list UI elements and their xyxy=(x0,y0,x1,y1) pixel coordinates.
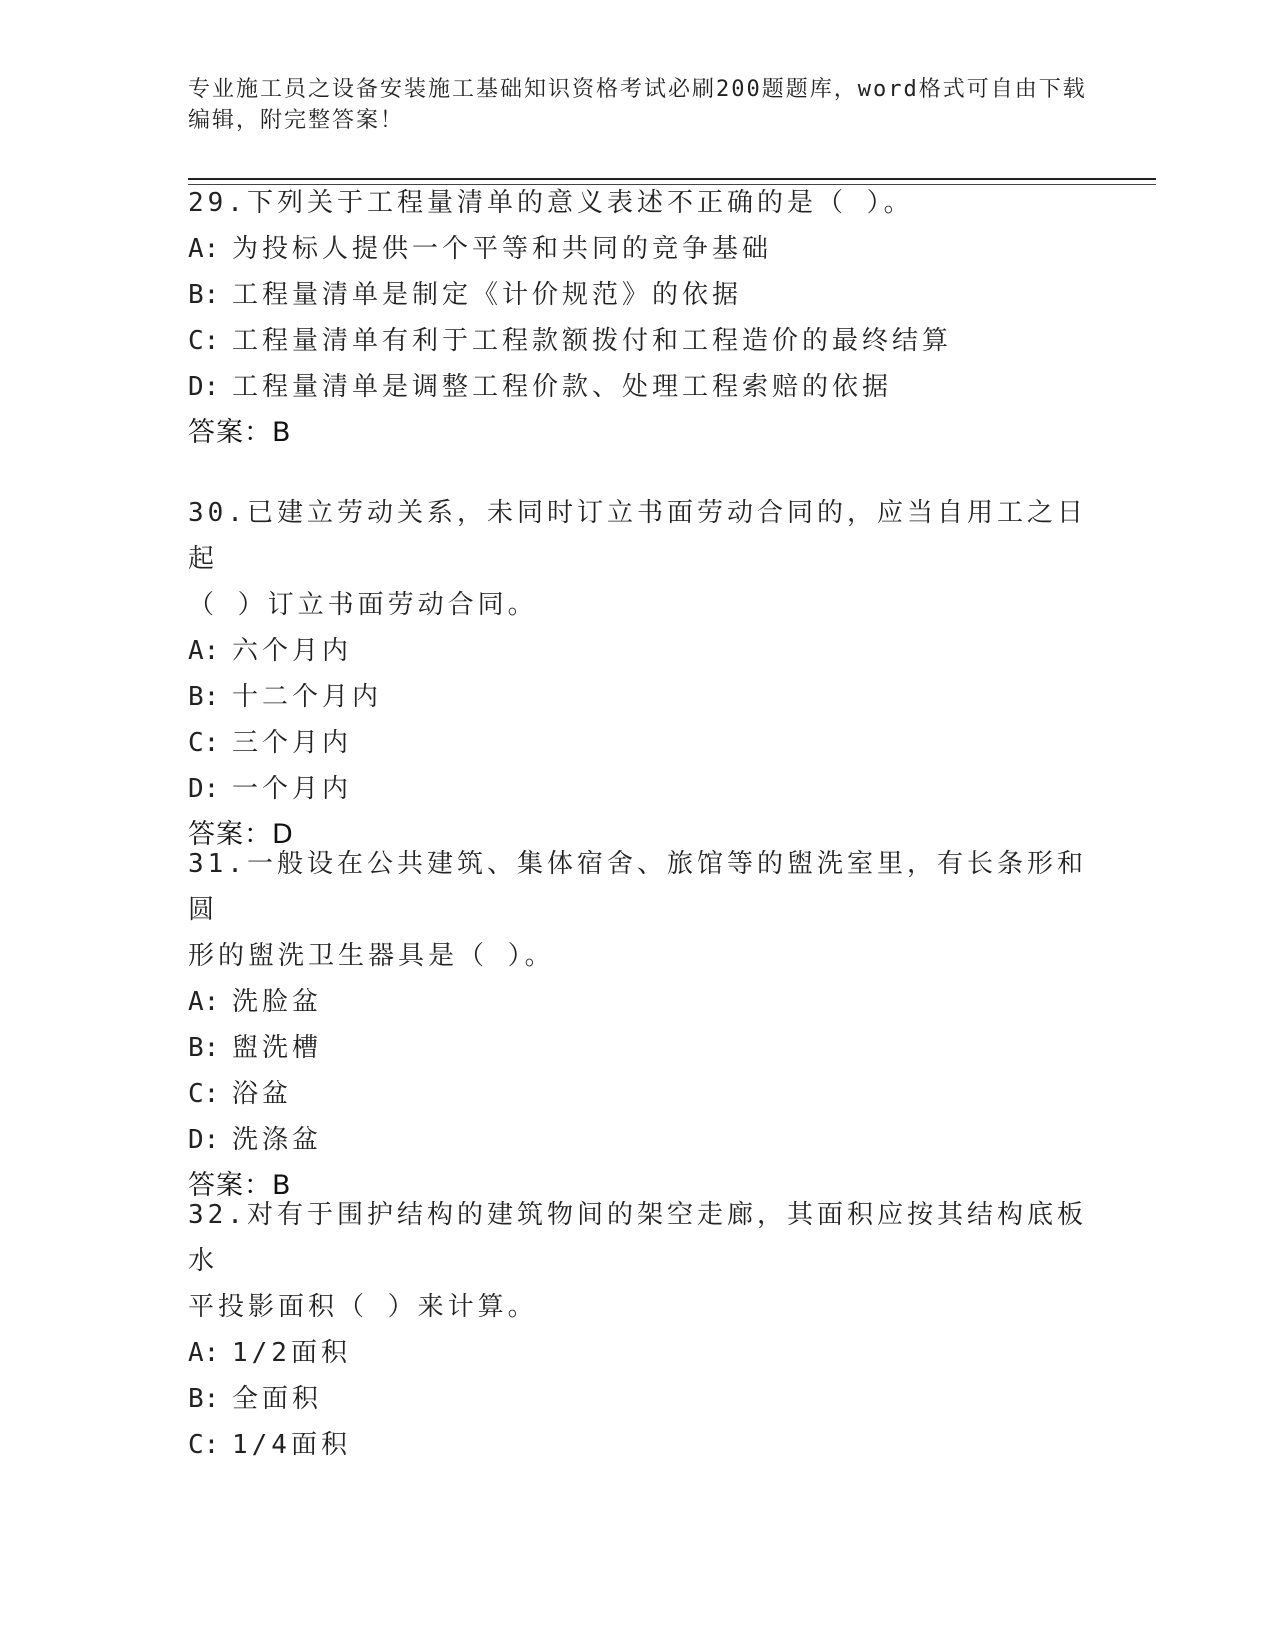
option-b xyxy=(188,1025,1088,1071)
option-text: 工程量清单是制定《计价规范》的依据 xyxy=(232,280,743,310)
option-d xyxy=(188,766,1088,812)
option-label: C: xyxy=(188,728,220,758)
question-31 xyxy=(188,841,1088,1209)
question-stem: 29.下列关于工程量清单的意义表述不正确的是（ ）。 xyxy=(188,188,914,218)
question-stem: 31.一般设在公共建筑、集体宿舍、旅馆等的盥洗室里，有长条形和圆 xyxy=(188,849,1087,925)
answer-text: 答案：B xyxy=(188,1170,292,1201)
option-label: B: xyxy=(188,682,220,712)
question-29 xyxy=(188,180,1088,456)
option-b xyxy=(188,674,1088,720)
option-label: A: xyxy=(188,1338,220,1368)
question-stem-continued: 形的盥洗卫生器具是（ ）。 xyxy=(188,941,555,971)
option-a xyxy=(188,628,1088,674)
question-30 xyxy=(188,490,1088,858)
option-c xyxy=(188,1422,1088,1468)
option-text: 1/4面积 xyxy=(232,1430,351,1460)
option-text: 工程量清单是调整工程价款、处理工程索赔的依据 xyxy=(232,372,893,402)
question-stem: 32.对有于围护结构的建筑物间的架空走廊，其面积应按其结构底板水 xyxy=(188,1200,1087,1276)
option-text: 盥洗槽 xyxy=(232,1033,323,1063)
option-text: 三个月内 xyxy=(232,728,353,758)
option-c xyxy=(188,720,1088,766)
option-b xyxy=(188,272,1088,318)
question-stem-continued: 平投影面积（ ）来计算。 xyxy=(188,1292,538,1322)
option-label: B: xyxy=(188,1384,220,1414)
option-text: 洗涤盆 xyxy=(232,1125,323,1155)
option-label: A: xyxy=(188,636,220,666)
question-stem: 30.已建立劳动关系，未同时订立书面劳动合同的，应当自用工之日起 xyxy=(188,498,1087,574)
option-label: D: xyxy=(188,372,220,402)
document-header: 专业施工员之设备安装施工基础知识资格考试必刷200题题库，word格式可自由下载编辑，附完整答案！ xyxy=(188,77,1087,133)
option-text: 1/2面积 xyxy=(232,1338,351,1368)
option-label: B: xyxy=(188,280,220,310)
option-text: 工程量清单有利于工程款额拨付和工程造价的最终结算 xyxy=(232,326,953,356)
option-label: C: xyxy=(188,1430,220,1460)
option-text: 六个月内 xyxy=(232,636,353,666)
option-label: A: xyxy=(188,234,220,264)
option-label: D: xyxy=(188,774,220,804)
option-a xyxy=(188,1330,1088,1376)
answer-text: 答案：D xyxy=(188,819,294,850)
option-text: 为投标人提供一个平等和共同的竞争基础 xyxy=(232,234,773,264)
option-a xyxy=(188,226,1088,272)
option-label: D: xyxy=(188,1125,220,1155)
option-d xyxy=(188,364,1088,410)
option-c xyxy=(188,318,1088,364)
option-text: 全面积 xyxy=(232,1384,323,1414)
question-stem-continued: （ ）订立书面劳动合同。 xyxy=(188,590,538,620)
option-c xyxy=(188,1071,1088,1117)
option-b xyxy=(188,1376,1088,1422)
option-label: C: xyxy=(188,326,220,356)
option-text: 十二个月内 xyxy=(232,682,383,712)
option-d xyxy=(188,1117,1088,1163)
option-text: 洗脸盆 xyxy=(232,987,323,1017)
option-text: 浴盆 xyxy=(232,1079,293,1109)
question-32 xyxy=(188,1192,1088,1468)
option-label: A: xyxy=(188,987,220,1017)
option-label: C: xyxy=(188,1079,220,1109)
option-label: B: xyxy=(188,1033,220,1063)
option-a xyxy=(188,979,1088,1025)
answer-text: 答案：B xyxy=(188,417,292,448)
option-text: 一个月内 xyxy=(232,774,353,804)
